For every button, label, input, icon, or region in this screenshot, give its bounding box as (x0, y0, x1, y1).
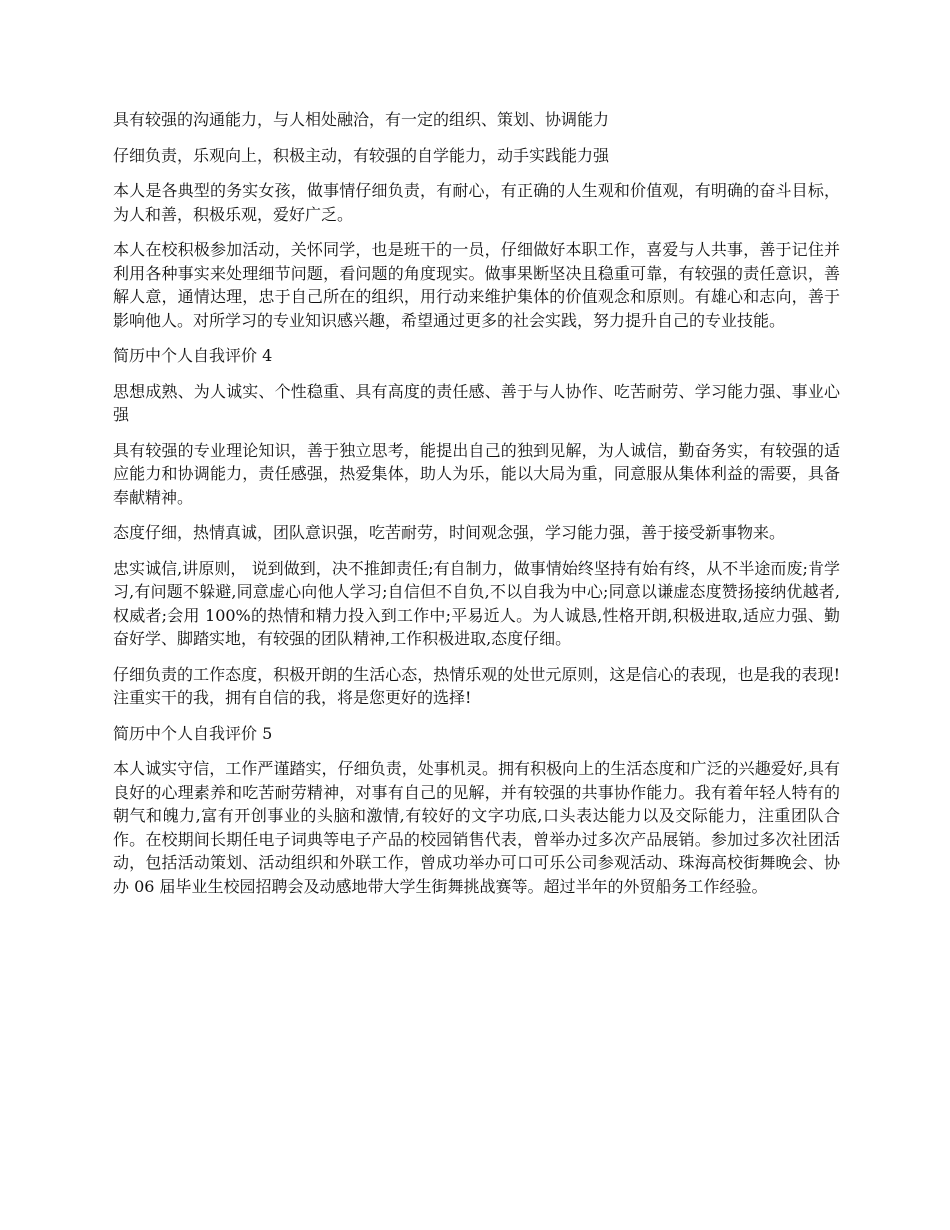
paragraph-school-activities: 本人在校积极参加活动，关怀同学，也是班干的一员，仔细做好本职工作，喜爱与人共事，善于记住并利用各种事实来处理细节问题，看问题的角度现实。做事果断坚决且稳重可靠，有较强的责任意识，善解人意，通情达理，忠于自己所在的组织，用行动来维护集体的价值观念和原则。有雄心和志向，善于影响他人。对所学习的专业知识感兴趣，希望通过更多的社会实践，努力提升自己的专业技能。 (113, 240, 840, 330)
section-heading-5: 简历中个人自我评价 5 (113, 723, 273, 743)
paragraph-honesty: 忠实诚信,讲原则， 说到做到，决不推卸责任;有自制力，做事情始终坚持有始有终，从不半途而废;肯学习,有问题不躲避,同意虚心向他人学习;自信但不自负,不以自我为中心;同意以谦虚态度赞扬接纳优越者,权威者;会用 100%的热情和精力投入到工作中;平易近人。为人诚恳,性格开朗,积极进取,适应力强、勤奋好学、脚踏实地，有较强的团队精神,工作积极进取,态度仔细。 (113, 558, 840, 648)
section-heading-4: 简历中个人自我评价 4 (113, 346, 273, 365)
paragraph-confidence: 仔细负责的工作态度，积极开朗的生活心态，热情乐观的处世元原则，这是信心的表现，也是我的表现!注重实干的我，拥有自信的我，将是您更好的选择! (113, 664, 840, 707)
paragraph-communication: 具有较强的沟通能力，与人相处融洽，有一定的组织、策划、协调能力 (113, 110, 610, 129)
paragraph-practical-girl: 本人是各典型的务实女孩，做事情仔细负责，有耐心，有正确的人生观和价值观，有明确的奋斗目标，为人和善，积极乐观，爱好广乏。 (113, 181, 840, 224)
document-body (113, 108, 840, 910)
paragraph-professional-knowledge: 具有较强的专业理论知识，善于独立思考，能提出自己的独到见解，为人诚信，勤奋务实，有较强的适应能力和协调能力，责任感强，热爱集体，助人为乐，能以大局为重，同意服从集体利益的需要，具备奉献精神。 (113, 440, 840, 507)
paragraph-experience: 本人诚实守信，工作严谨踏实，仔细负责，处事机灵。拥有积极向上的生活态度和广泛的兴趣爱好,具有良好的心理素养和吃苦耐劳精神，对事有自己的见解，并有较强的共事协作能力。我有着年轻人特有的朝气和魄力,富有开创事业的头脑和激情,有较好的文字功底,口头表达能力以及交际能力，注重团队合作。在校期间长期任电子词典等电子产品的校园销售代表，曾举办过多次产品展销。参加过多次社团活动，包括活动策划、活动组织和外联工作，曾成功举办可口可乐公司参观活动、珠海高校街舞晚会、协办 06 届毕业生校园招聘会及动感地带大学生街舞挑战赛等。超过半年的外贸船务工作经验。 (113, 759, 840, 896)
paragraph-attitude: 态度仔细，热情真诚，团队意识强，吃苦耐劳，时间观念强，学习能力强，善于接受新事物来。 (113, 523, 786, 542)
paragraph-responsibility: 仔细负责，乐观向上，积极主动，有较强的自学能力，动手实践能力强 (113, 145, 610, 165)
paragraph-mature-thinking: 思想成熟、为人诚实、个性稳重、具有高度的责任感、善于与人协作、吃苦耐劳、学习能力强、事业心强 (113, 381, 840, 424)
